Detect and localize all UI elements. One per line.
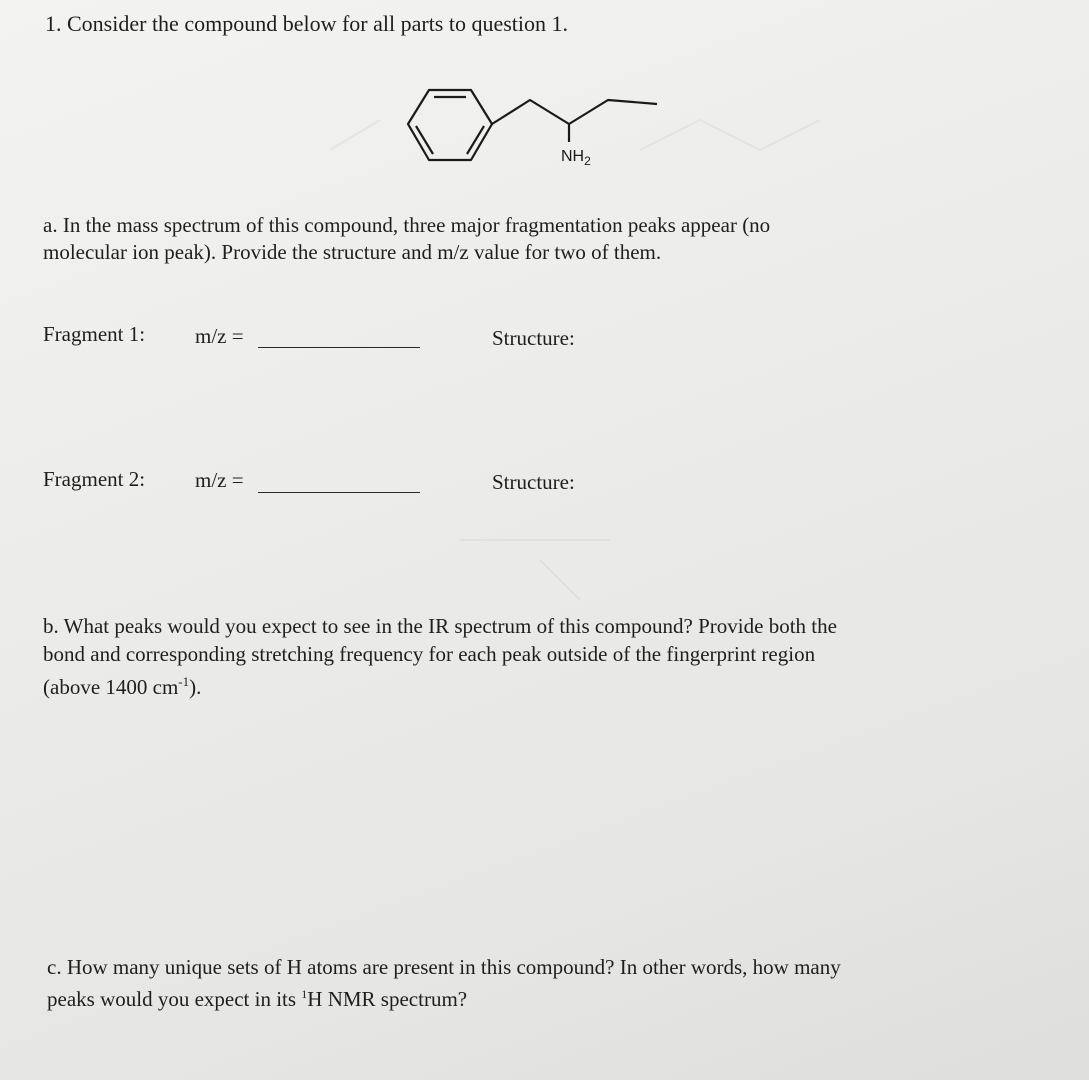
- fragment2-mz-label: m/z =: [195, 468, 244, 492]
- part-b-prompt-line2: bond and corresponding stretching frequency for each peak outside of the fingerprint region: [43, 642, 816, 666]
- part-c-line2-prefix: peaks would you expect in its: [47, 987, 302, 1011]
- amine-label: $NH_2$: [561, 148, 591, 168]
- alkyl-chain: [492, 100, 657, 124]
- part-b-prompt-line3: [43, 668, 201, 701]
- part-b-line3-superscript: -1: [178, 674, 190, 689]
- part-c-prompt-line2: [47, 980, 467, 1013]
- part-a-prompt-line2: molecular ion peak). Provide the structure and m/z value for two of them.: [43, 240, 662, 264]
- part-b-line3-prefix: (above 1400 cm: [43, 675, 179, 699]
- part-b-prompt-line1: b. What peaks would you expect to see in the IR spectrum of this compound? Provide both the: [43, 614, 837, 638]
- part-c-line2-suffix: H NMR spectrum?: [307, 987, 468, 1011]
- question-header: [45, 10, 568, 38]
- fragment1-structure-label: Structure:: [492, 326, 575, 350]
- fragment2-mz-blank[interactable]: [258, 492, 420, 493]
- fragment2-structure-label: Structure:: [492, 470, 575, 494]
- fragment1-mz-blank[interactable]: [258, 347, 420, 348]
- compound-structure: [395, 66, 675, 186]
- question-number: 1.: [45, 11, 62, 36]
- part-c-prompt-line1: c. How many unique sets of H atoms are present in this compound? In other words, how many: [47, 955, 841, 979]
- part-b-line3-suffix: ).: [189, 675, 202, 699]
- fragment2-label: Fragment 2:: [43, 467, 146, 491]
- question-intro: Consider the compound below for all parts to question 1.: [67, 11, 569, 36]
- benzene-ring: [408, 90, 492, 160]
- part-c-line2-superscript: 1: [301, 987, 308, 1001]
- fragment1-mz-label: m/z =: [195, 324, 244, 348]
- part-a-prompt-line1: a. In the mass spectrum of this compound, three major fragmentation peaks appear (no: [43, 213, 771, 237]
- fragment1-label: Fragment 1:: [43, 322, 146, 346]
